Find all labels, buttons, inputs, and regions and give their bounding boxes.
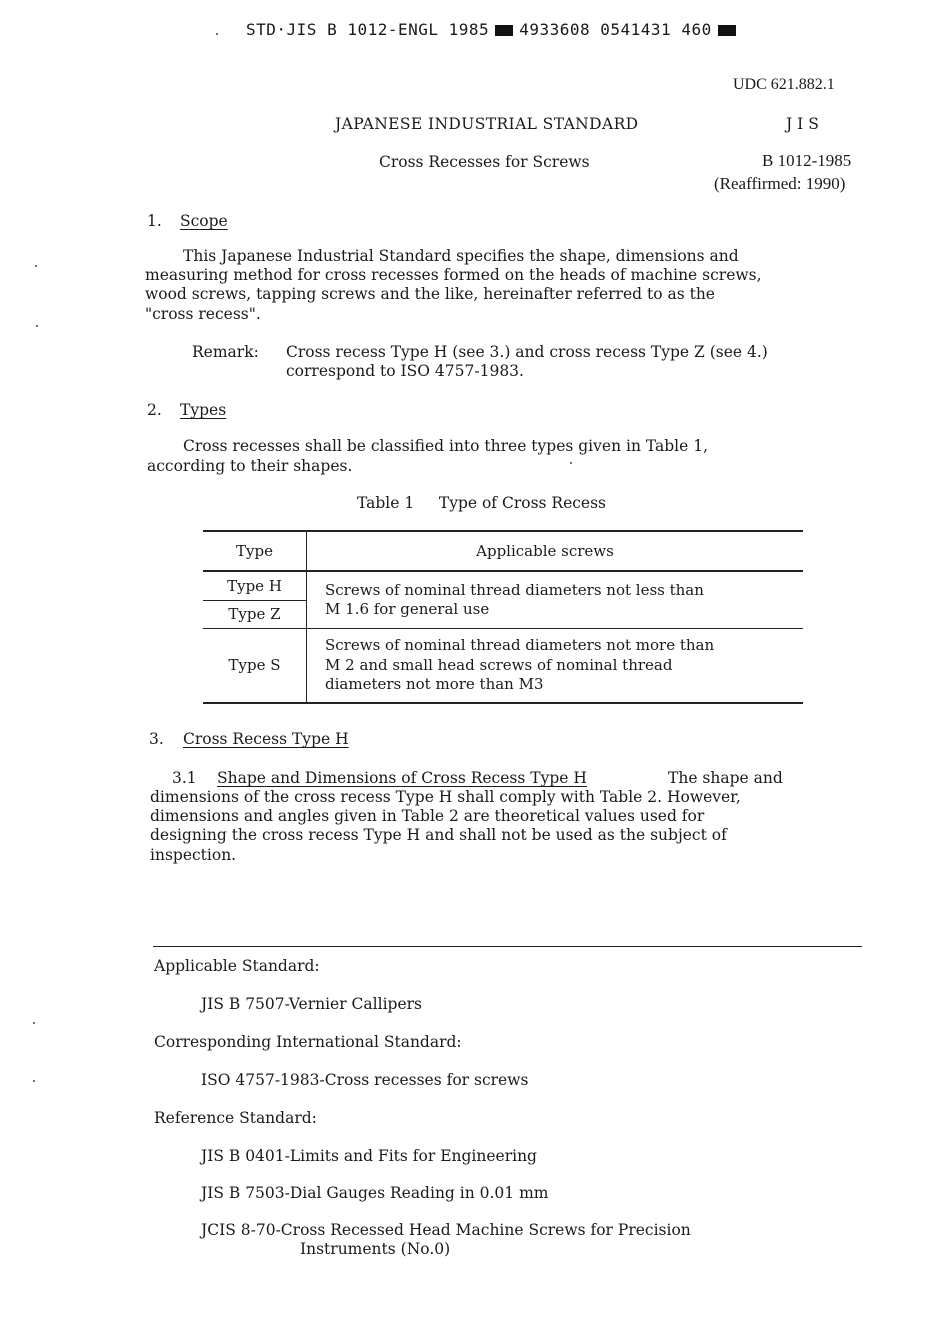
section-2-title: Types — [180, 401, 227, 419]
reaffirmed-note: (Reaffirmed: 1990) — [714, 174, 846, 193]
section-3-paragraph-line: designing the cross recess Type H and shall not be used as the subject of — [150, 826, 727, 844]
redaction-block-icon — [718, 25, 736, 36]
scan-speck — [33, 1022, 35, 1024]
table-cell-line: Screws of nominal thread diameters not more than — [325, 636, 715, 654]
scan-speck — [216, 33, 218, 35]
table-cell-type: Type Z — [203, 600, 307, 628]
udc-number: UDC 621.882.1 — [733, 76, 835, 93]
section-3-paragraph-line: The shape and — [668, 769, 783, 787]
section-1-paragraph-line: This Japanese Industrial Standard specifies the shape, dimensions and — [183, 247, 739, 265]
section-2-paragraph-line: Cross recesses shall be classified into three types given in Table 1, — [183, 437, 708, 455]
section-1-paragraph-line: measuring method for cross recesses formed on the heads of machine screws, — [145, 266, 762, 284]
table-cell-line: M 2 and small head screws of nominal thread — [325, 655, 673, 674]
table-1 — [203, 530, 803, 704]
section-1-paragraph-line: "cross recess". — [145, 305, 261, 323]
section-3-paragraph-line: dimensions and angles given in Table 2 are theoretical values used for — [150, 807, 705, 825]
table-row — [203, 571, 803, 600]
section-2-number: 2. — [147, 401, 162, 419]
standard-number: B 1012-1985 — [762, 151, 852, 170]
table-header-type: Type — [203, 531, 307, 571]
footnote-divider — [153, 946, 862, 947]
table-cell-type: Type H — [203, 571, 307, 600]
scan-speck — [33, 1080, 35, 1082]
section-1-number: 1. — [147, 212, 162, 230]
section-2-paragraph-line: according to their shapes. — [147, 457, 353, 475]
scan-speck — [36, 325, 38, 327]
table-1-caption: Table 1 Type of Cross Recess — [357, 494, 607, 512]
section-3-number: 3. — [149, 730, 164, 748]
section-1-paragraph-line: wood screws, tapping screws and the like, hereinafter referred to as the — [145, 285, 715, 303]
table-cell-type: Type S — [203, 628, 307, 703]
applicable-standard-item: JIS B 7507-Vernier Callipers — [201, 995, 422, 1013]
reference-standard-item: JIS B 0401-Limits and Fits for Engineering — [201, 1147, 537, 1165]
section-3-paragraph-line: inspection. — [150, 846, 237, 864]
document-barcode-number: 4933608 0541431 460 — [519, 20, 712, 39]
jis-label: J I S — [786, 115, 819, 133]
table-cell-line: diameters not more than M3 — [325, 675, 544, 693]
table-header-applicable: Applicable screws — [476, 542, 614, 560]
remark-line: Cross recess Type H (see 3.) and cross recess Type Z (see 4.) — [286, 343, 768, 361]
international-standard-item: ISO 4757-1983-Cross recesses for screws — [201, 1071, 529, 1089]
section-1-title: Scope — [180, 212, 228, 230]
document-code: STD·JIS B 1012-ENGL 1985 — [246, 20, 490, 39]
scan-speck — [35, 265, 37, 267]
scan-speck — [570, 462, 572, 464]
standard-organization: JAPANESE INDUSTRIAL STANDARD — [335, 115, 639, 133]
section-3-1-title: Shape and Dimensions of Cross Recess Type H — [217, 769, 587, 787]
table-header-row — [203, 531, 803, 571]
document-code-line — [246, 20, 742, 39]
reference-standard-label: Reference Standard: — [154, 1109, 317, 1127]
table-row — [203, 628, 803, 703]
section-3-1-number: 3.1 — [172, 769, 197, 787]
section-3-paragraph-line: dimensions of the cross recess Type H shall comply with Table 2. However, — [150, 788, 741, 806]
table-cell-desc — [307, 571, 804, 628]
table-cell-line: Screws of nominal thread diameters not less than — [325, 580, 704, 599]
section-3-title: Cross Recess Type H — [183, 730, 349, 748]
reference-standard-item-continued: Instruments (No.0) — [300, 1240, 451, 1258]
applicable-standard-label: Applicable Standard: — [154, 957, 320, 975]
page-title: Cross Recesses for Screws — [379, 153, 590, 171]
redaction-block-icon — [495, 25, 513, 36]
reference-standard-item: JCIS 8-70-Cross Recessed Head Machine Screws for Precision — [201, 1221, 691, 1239]
remark-line: correspond to ISO 4757-1983. — [286, 362, 524, 380]
international-standard-label: Corresponding International Standard: — [154, 1033, 462, 1051]
table-cell-desc — [307, 628, 804, 703]
table-cell-line: M 1.6 for general use — [325, 599, 490, 618]
remark-label: Remark: — [192, 343, 259, 361]
reference-standard-item: JIS B 7503-Dial Gauges Reading in 0.01 mm — [201, 1184, 549, 1202]
